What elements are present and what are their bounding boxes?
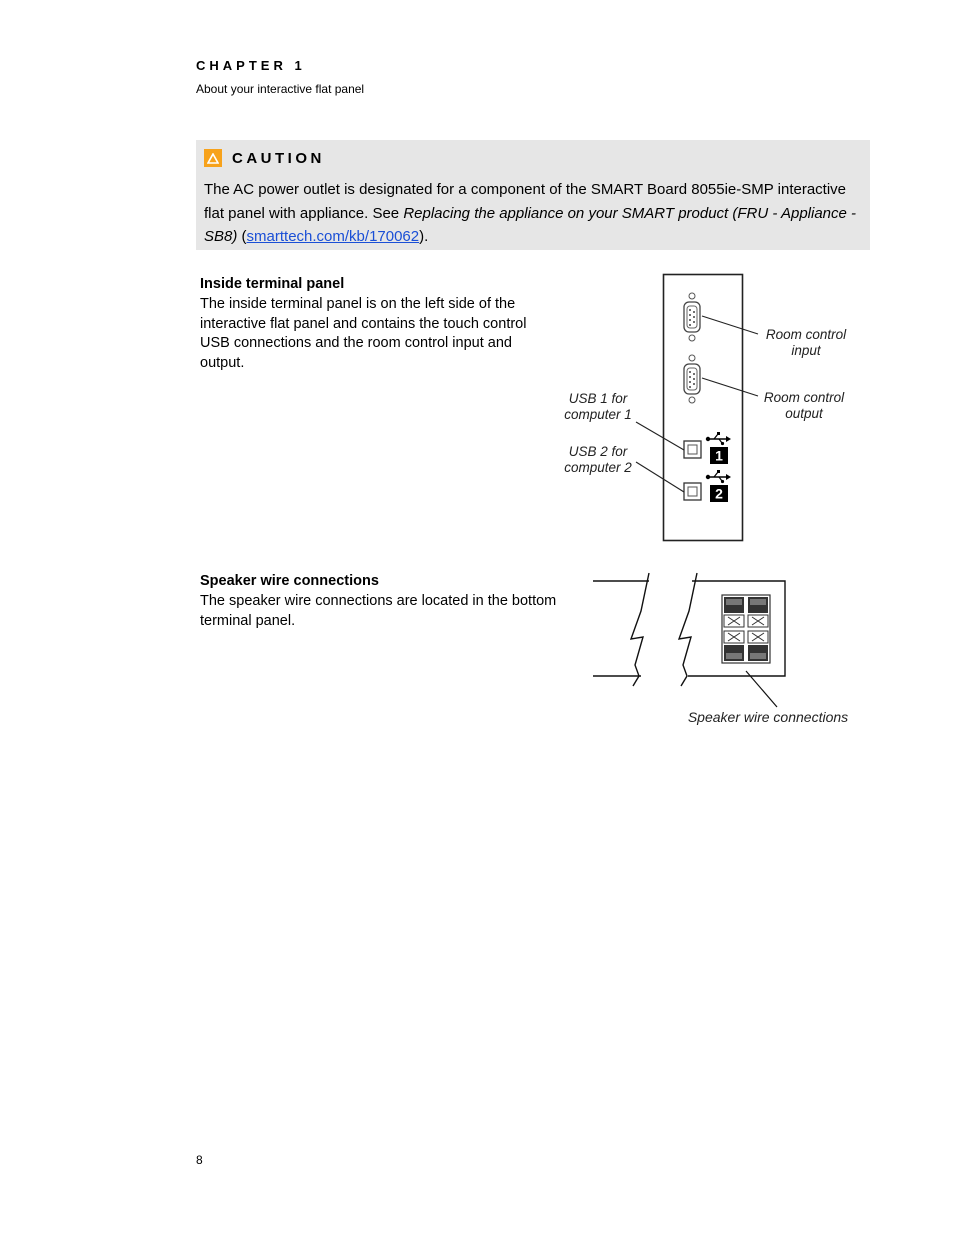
room-input-label-line2: input: [791, 343, 821, 358]
speaker-wire-diagram: [585, 565, 870, 735]
warning-icon: [204, 149, 222, 167]
kb-link[interactable]: smarttech.com/kb/170062: [246, 228, 420, 245]
caution-text-part1: The AC power outlet is designated for a component of the SMART Board 8055ie-SMP interactive flat panel with appliance. See: [204, 181, 847, 222]
speaker-wire-caption: Speaker wire connections: [687, 709, 849, 725]
speaker-body: The speaker wire connections are located in the bottom terminal panel.: [200, 592, 557, 629]
usb2-label-line1: USB 2 for: [568, 444, 628, 459]
usb2-label-line2: computer 2: [564, 460, 632, 475]
usb-1-number: 1: [715, 447, 723, 464]
usb-port-1: [684, 441, 701, 458]
chapter-title: About your interactive flat panel: [196, 82, 365, 96]
caution-heading: CAUTION: [232, 149, 325, 167]
caution-text-part3: ).: [419, 228, 429, 245]
inside-terminal-diagram: [550, 270, 860, 545]
caution-text-part2: (: [237, 228, 247, 245]
caution-box: [196, 140, 870, 250]
speaker-section: [200, 572, 575, 631]
usb1-label-line2: computer 1: [564, 407, 632, 422]
chapter-label: CHAPTER 1: [196, 58, 306, 73]
speaker-terminal-block: [722, 595, 770, 663]
terminal-panel-outline: [664, 275, 743, 541]
room-output-label-line1: Room control: [763, 390, 845, 405]
usb1-label-line1: USB 1 for: [568, 391, 628, 406]
break-mark-left: [631, 573, 649, 686]
inside-terminal-heading: Inside terminal panel: [200, 276, 345, 292]
caution-heading-row: [204, 148, 325, 168]
speaker-heading: Speaker wire connections: [200, 573, 379, 589]
break-mark-right: [679, 573, 697, 686]
inside-terminal-body: The inside terminal panel is on the left side of the interactive flat panel and contains the touch control USB connections and the room control input and output.: [200, 295, 527, 372]
caution-text-italic: Replacing the appliance on your SMART product (FRU - Appliance - SB8): [204, 204, 857, 245]
room-input-label-line1: Room control: [765, 327, 847, 342]
usb-port-2: [684, 483, 701, 500]
room-output-label-line2: output: [785, 406, 823, 421]
page-number: 8: [196, 1153, 203, 1167]
inside-terminal-section: [200, 275, 530, 374]
usb-2-number: 2: [715, 485, 723, 502]
caution-text: [204, 178, 860, 249]
